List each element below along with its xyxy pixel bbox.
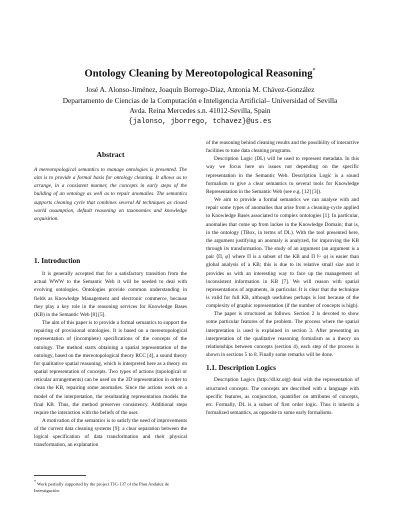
right-paragraph-3: The paper is structured as follows. Section 2 is devoted to show some particular features of the problem. The process where the spatial interpretation is used is explained in section 3. After presenting an interpretation of the qualitative reasoning formalism as a theory on relationships between concepts (section 4), each step of the process is shown in sections 5 to 8. Finally some remarks will be done.: [206, 311, 359, 359]
right-paragraph-2: We aim to provide a formal semantics we can analyse with and repair some types of anomalies that arise from a cleaning-cycle applied to Knowledge Bases associated to complex ontologies [1]. In particular, anomalies that come up from lackes in the Knowledge Domain; that is, in the ontology (TBox, in terms of DL). With the tool presented here, the argument justifying an anomaly is analyzed, for improving the KB through its transformation. The study of an argument (an argument is a pair ⟨Π, φ⟩ where Π is a subset of the KB and Π ⊢ φ) is easier than global analysis of a KB; this is due to its relative small size and it provides us with an interesting way to face up the management of inconsistent information in KB [7]. We will reason with spatial representations of arguments, in particular. It is clear that the technique is valid for full KB, although usefulnes perhaps is lost because of the complexity of graphic representation (if the number of concepts is high).: [206, 197, 359, 310]
right-paragraph-4: Description Logics (http://dl.kr.org) deal with the representation of structured concepts. The concepts are described with a language with specific features, as conjunction, quantifier on attributes of concepts, etc. Formally, DL is a subset of first order logic. Thus it inherits a formalized semantics, as opposite to some early formalisms.: [206, 377, 359, 416]
intro-paragraph-2: The aim of this paper is to provide a formal semantics to support the repairing of provisional ontologies. It is based on a mereotopological representation of (incomplete) specifications of the concepts of the ontology. The method starts obtaining a spatial representation of the ontology, based on the mereotopological theory RCC [4], a sound theory for qualitative spatial reasoning, which is interpreted here as a theory on spatial representation of concepts. Two types of actions (topological or reticular arrangements) can be used on the 2D representation in order to clean the KB, repairing some anomalies. Since the actions work on a model of the interpretation, the resultanting representation models the final KB. Thus, the method preserves consistency. Additional steps require the interaction with the beliefs of the user.: [34, 320, 187, 416]
intro-paragraph-3: A motivation of the semantics is to satisfy the need of improvements of the current data cleaning systems [9]: a clear separation between the logical specification of data transformation and their physical transformation, an explanation: [34, 417, 187, 449]
title-footnote-mark: *: [312, 68, 316, 74]
section-heading-description-logics: 1.1. Description Logics: [206, 364, 276, 373]
author-block: [0, 85, 400, 127]
footnote: [34, 479, 187, 494]
left-column: [34, 257, 187, 450]
emails: {jalonso, jborrego, tchavez}@us.es: [128, 117, 272, 126]
intro-paragraph-1: It is generally accepted that for a satisfactory transition from the actual WWW to the Semantic Web it will be needed to deal with evolving ontologies. Ontologies provide common understanding in fields as Knowledge Management and electronic commerce, because they play a key role in the reasoning services for Knowledge Bases (KB) in the Semantic Web [8] [5].: [34, 271, 187, 318]
right-paragraph-1: Description Logic (DL) will be used to represent metadata. In this way we focus here on issues not depending on the specific representation in the Semantic Web. Description Logic is a sound formalism to give a clear semantics to several tools for Knowledge Representation in the Semantic Web (see e.g. [12] [3]).: [206, 156, 359, 195]
address: Avda. Reina Mercedes s.n. 41012-Sevilla, Spain: [129, 106, 271, 116]
right-column: [206, 139, 359, 417]
right-paragraph-0: of the reasoning behind cleaning results and the possibility of interactive facilities to tune data cleaning programs.: [206, 140, 359, 155]
authors: José A. Alonso-Jiménez, Joaquín Borrego-Díaz, Antonia M. Chávez-González: [85, 85, 315, 94]
footnote-text: Work partially supported by the project TIC-137 of the Plan Andaluz de Investigación.: [34, 481, 170, 493]
footnote-rule: [34, 475, 86, 476]
abstract-heading: Abstract: [96, 150, 125, 159]
affiliation: Departamento de Ciencias de la Computación e Inteligencia Artificial– Universidad of Sevilla: [62, 95, 338, 105]
title-text: Ontology Cleaning by Mereotopological Reasoning: [84, 68, 313, 80]
abstract-text: A mereotopological semantics to manage ontologies is presented. The aim is to provide a formal basis for ontology cleaning. It allows us to arrange, in a consistent manner, the concepts in early steps of the building of an ontology as well as to repair anomalies. The semantics supports cleaning cycle that combines several AI techniques as closed world assumption, default reasoning on taxonomies and knowledge acquisition.: [34, 167, 187, 222]
paper-title: [0, 68, 400, 80]
footnote-mark: *: [34, 480, 36, 484]
section-heading-introduction: 1. Introduction: [34, 257, 81, 265]
